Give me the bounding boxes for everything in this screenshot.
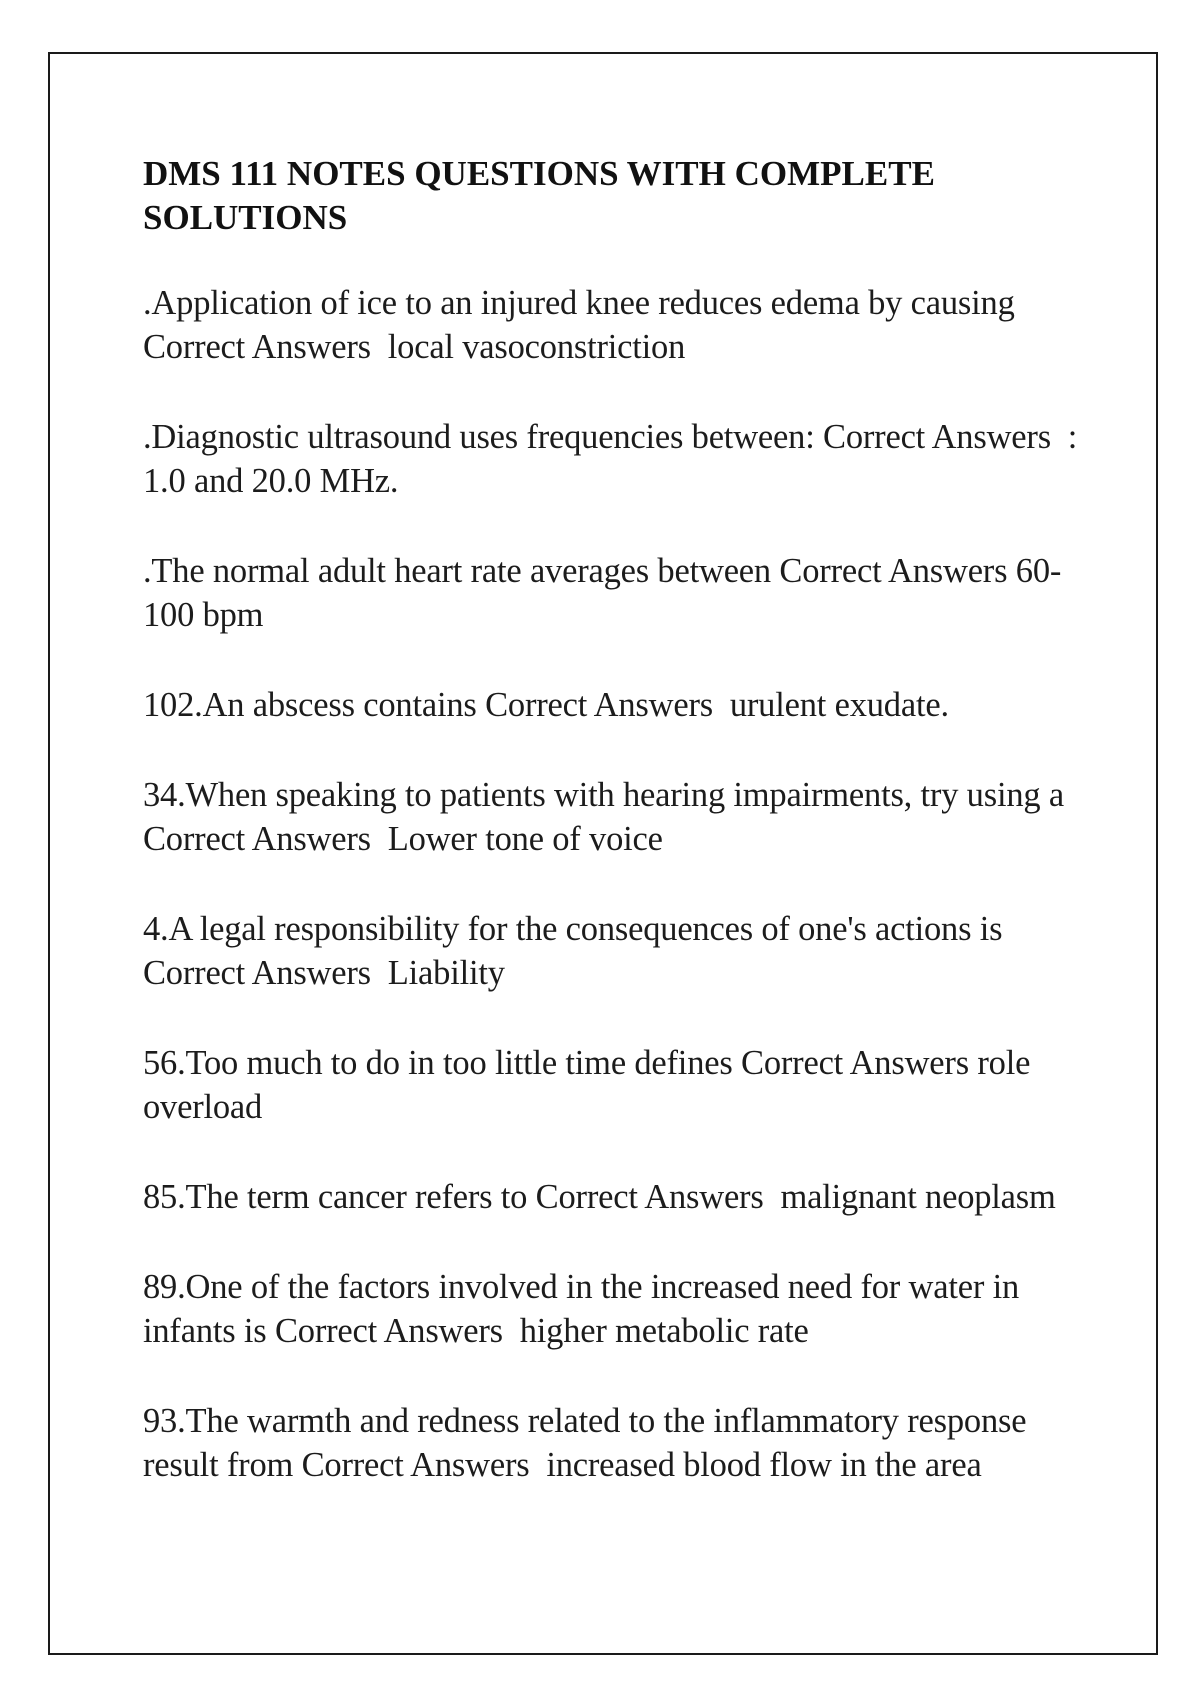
qa-item-1	[143, 281, 1083, 369]
qa-item-5	[143, 773, 1083, 861]
answer-text: increased blood flow in the area	[546, 1446, 982, 1484]
answer-label: Correct Answers	[535, 1178, 764, 1216]
answer-label: Correct Answers	[485, 686, 713, 724]
qa-item-8	[143, 1175, 1083, 1219]
answer-label: Correct Answers	[301, 1446, 530, 1484]
answer-text: 60-100 bpm	[143, 552, 1062, 634]
qa-item-7	[143, 1041, 1083, 1129]
question-text: .Application of ice to an injured knee reduces edema by causing	[143, 284, 1015, 322]
qa-item-3	[143, 549, 1083, 637]
document-title: DMS 111 NOTES QUESTIONS WITH COMPLETE SOLUTIONS	[143, 154, 935, 237]
question-text: 89.One of the factors involved in the increased need for water in infants is	[143, 1268, 1019, 1350]
answer-label: Correct Answers	[741, 1044, 969, 1082]
answer-label: Correct Answers	[823, 418, 1051, 456]
qa-item-9	[143, 1265, 1083, 1353]
qa-item-6	[143, 907, 1083, 995]
qa-item-10	[143, 1399, 1083, 1487]
answer-text: higher metabolic rate	[519, 1312, 809, 1350]
qa-item-4	[143, 683, 1083, 727]
qa-list	[143, 281, 1083, 1487]
answer-text: Liability	[387, 954, 505, 992]
question-text: .The normal adult heart rate averages between	[143, 552, 771, 590]
answer-text: role overload	[143, 1044, 1031, 1126]
answer-label: Correct Answers	[143, 954, 371, 992]
answer-text: local vasoconstriction	[387, 328, 686, 366]
question-text: 102.An abscess contains	[143, 686, 477, 724]
answer-text: urulent exudate.	[729, 686, 949, 724]
answer-text: malignant neoplasm	[780, 1178, 1056, 1216]
question-text: 34.When speaking to patients with hearing impairments, try using a	[143, 776, 1064, 814]
answer-text: Lower tone of voice	[387, 820, 663, 858]
question-text: .Diagnostic ultrasound uses frequencies between:	[143, 418, 815, 456]
question-text: 56.Too much to do in too little time defines	[143, 1044, 733, 1082]
question-text: 93.The warmth and redness related to the inflammatory response result from	[143, 1402, 1027, 1484]
answer-label: Correct Answers	[274, 1312, 503, 1350]
question-text: 85.The term cancer refers to	[143, 1178, 528, 1216]
document-body	[143, 152, 1083, 1533]
answer-label: Correct Answers	[143, 820, 371, 858]
answer-label: Correct Answers	[143, 328, 371, 366]
answer-label: Correct Answers	[779, 552, 1008, 590]
qa-item-2	[143, 415, 1083, 503]
answer-text: : 1.0 and 20.0 MHz.	[143, 418, 1078, 500]
question-text: 4.A legal responsibility for the consequences of one's actions is	[143, 910, 1003, 948]
